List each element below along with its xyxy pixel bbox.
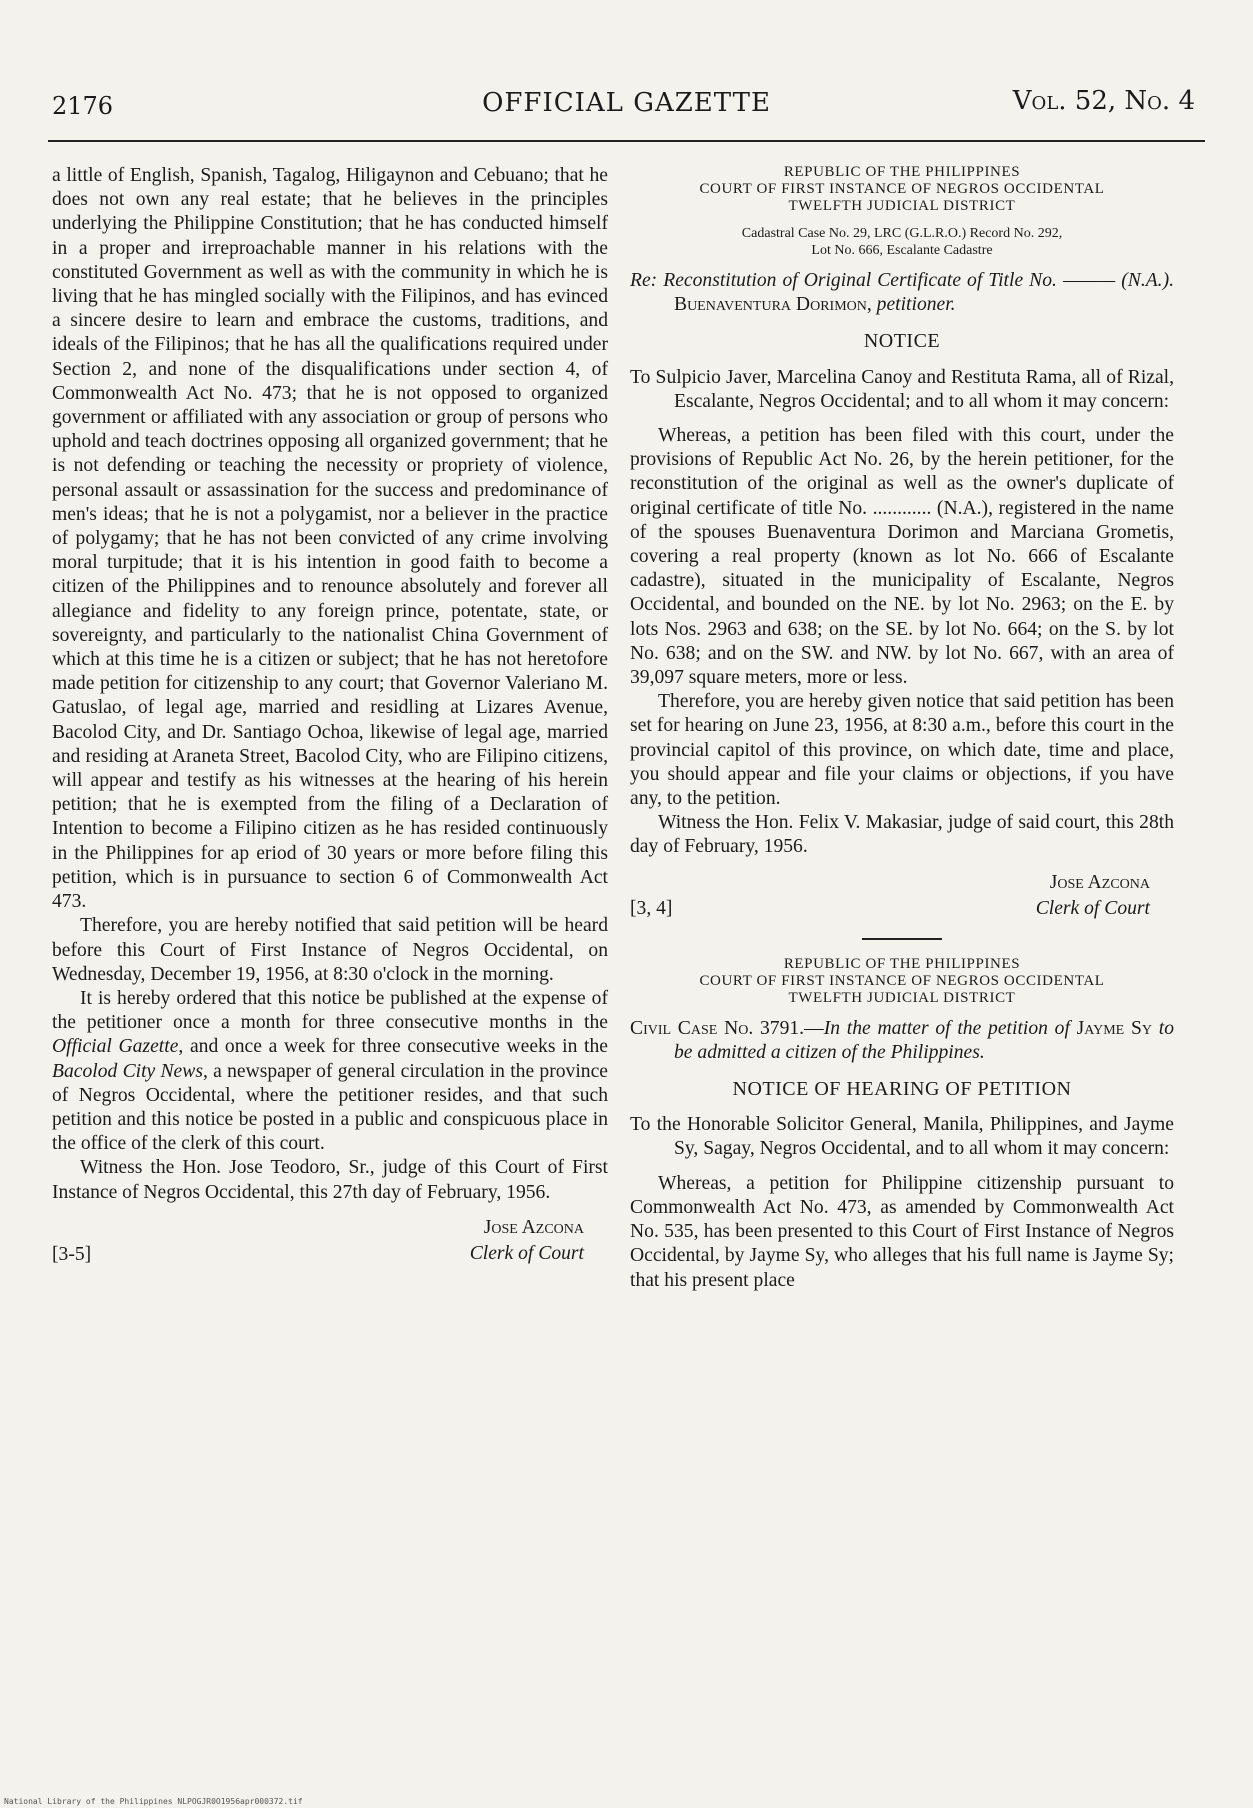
notice-1: [630, 164, 1174, 922]
page-header: [48, 84, 1205, 124]
header-rule: [48, 140, 1205, 142]
notice1-court-line1: REPUBLIC OF THE PHILIPPINES: [783, 164, 1021, 180]
notice2-court-line3: TWELFTH JUDICIAL DISTRICT: [788, 989, 1016, 1006]
notice2-addressees: To the Honorable Solicitor General, Manila, Philippines, and Jayme Sy, Sagay, Negros Occidental, and to all whom it may concern:: [630, 1114, 1174, 1160]
notice-2: [630, 956, 1174, 1293]
notice1-addressees: To Sulpicio Javer, Marcelina Canoy and Restituta Rama, all of Rizal, Escalante, Negros Occidental; and to all whom it may concern:: [630, 366, 1174, 412]
publication-text-b: , and once a week for three consecutive weeks in the: [178, 1036, 608, 1058]
notice1-court-line2: COURT OF FIRST INSTANCE OF NEGROS OCCIDENTAL: [699, 181, 1105, 197]
publication-paragraph: [52, 987, 608, 1156]
notice1-therefore: Therefore, you are hereby given notice that said petition has been set for hearing on June 23, 1956, at 8:30 a.m., before this court in the provincial capitol of this province, on which date, time and place, you should appear and file your claims or objections, if you have any, to the petition.: [630, 691, 1174, 810]
notice1-title: NOTICE: [863, 330, 941, 353]
notice1-re-name: Buenaventura Dorimon,: [674, 294, 872, 316]
left-ref: [3-5]: [52, 1243, 92, 1265]
notice2-court-line1: REPUBLIC OF THE PHILIPPINES: [783, 955, 1021, 972]
left-signer-name: Jose Azcona: [483, 1216, 584, 1238]
notice2-case-text-b: to be admitted a citizen of the Philippines.: [674, 1017, 1174, 1063]
notice1-signer-name: Jose Azcona: [1049, 871, 1150, 893]
notice1-signature-block: [630, 870, 1174, 922]
hearing-paragraph: Therefore, you are hereby notified that said petition will be heard before this Court of First Instance of Negros Occidental, on Wednesday, December 19, 1956, at 8:30 o'clock in the morning.: [52, 915, 608, 985]
notice1-re-text: Reconstitution of Original Certificate of Title No. ——— (N.A.).: [663, 270, 1175, 291]
publication-text-a: It is hereby ordered that this notice be published at the expense of the petitioner once a month for three consecutive months in the: [52, 987, 608, 1034]
right-column: [630, 164, 1174, 1293]
notice1-re-role: petitioner.: [876, 294, 956, 316]
notice1-case-line2: Lot No. 666, Escalante Cadastre: [811, 243, 993, 258]
notice1-signer-role: Clerk of Court: [1035, 897, 1150, 919]
continued-paragraph: a little of English, Spanish, Tagalog, Hiligaynon and Cebuano; that he does not own any real estate; that he believes in the principles underlying the Philippine Constitution; that he has conducted himself in a proper and irreproachable manner in his relations with the constituted Government as well as with the community in which he is living that he has mingled socially with the Filipinos, and has evinced a sincere desire to learn and embrace the customs, traditions, and ideals of the Filipinos; that he has all the qualifications required under Section 2, and none of the disqualifications under section 4, of Commonwealth Act No. 473; that he is not opposed to organized government or affiliated with any association or group of persons who uphold and teach doctrines opposing all organized government; that he is not defending or teaching the necessity or propriety of violence, personal assault or assassination for the success and predominance of men's ideas; that he is not a polygamist, nor a believer in the practice of polygamy; that he has not been convicted of any crime involving moral turpitude; that it is his intention in good faith to become a citizen of the Philippines and to renounce absolutely and forever all allegiance and fidelity to any foreign prince, potentate, state, or sovereignty, and particularly to the nationalist China Government of which at this time he is a citizen or subject; that he has not heretofore made petition for citizenship to any court; that Governor Valeriano M. Gatuslao, of legal age, married and residling at Lizares Avenue, Bacolod City, and Dr. Santiago Ochoa, likewise of legal age, married and residing at Araneta Street, Bacolod City, who are Filipino citizens, will appear and testify as his witnesses at the hearing of his herein petition; that he is exempted from the filing of a Declaration of Intention to become a Filipino citizen as he has resided continuously in the Philippines for ap eriod of 30 years or more before filing this petition, which is in pursuance to section 6 of Commonwealth Act 473.: [52, 165, 608, 913]
notice2-case-label: Civil Case No. 3791.—: [630, 1017, 824, 1039]
notice2-whereas: Whereas, a petition for Philippine citizenship pursuant to Commonwealth Act No. 473, as amended by Commonwealth Act No. 535, has been presented to this Court of First Instance of Negros Occidental, by Jayme Sy, who alleges that his full name is Jayme Sy; that his present place: [630, 1172, 1174, 1291]
notice1-witness: Witness the Hon. Felix V. Makasiar, judge of said court, this 28th day of February, 1956.: [630, 812, 1174, 858]
notice2-court-line2: COURT OF FIRST INSTANCE OF NEGROS OCCIDENTAL: [699, 972, 1105, 989]
left-signer-role: Clerk of Court: [469, 1242, 584, 1264]
publication-text-c: , a newspaper of general circulation in the province of Negros Occidental, where the petitioner resides, and that such petition and this notice be posted in a public and conspicuous place in the office of the clerk of this court.: [52, 1060, 608, 1155]
publication-title: OFFICIAL GAZETTE: [482, 88, 771, 118]
notice2-case-name: Jayme Sy: [1076, 1017, 1152, 1039]
page-number: 2176: [52, 92, 114, 120]
notice1-whereas: Whereas, a petition has been filed with this court, under the provisions of Republic Act No. 26, by the herein petitioner, for the reconstitution of the original as well as the owner's duplicate of original certificate of title No. ............ (N.A.), registered in the name of the spouses Buenaventura Dorimon and Marciana Grometis, covering a real property (known as lot No. 666 of Escalante cadastre), situated in the municipality of Escalante, Negros Occidental, and bounded on the NE. by lot No. 2963; on the E. by lots Nos. 2963 and 638; on the SE. by lot No. 664; on the S. by lot No. 638; and on the SW. and NW. by lot No. 667, with an area of 39,097 square meters, more or less.: [630, 425, 1174, 689]
volume-number: Vol. 52, No. 4: [1012, 86, 1195, 116]
official-gazette-name: Official Gazette: [52, 1036, 179, 1058]
witness-paragraph: Witness the Hon. Jose Teodoro, Sr., judge of this Court of First Instance of Negros Occidental, this 27th day of February, 1956.: [52, 1157, 608, 1203]
notice1-court-line3: TWELFTH JUDICIAL DISTRICT: [788, 198, 1016, 214]
notice1-re-label: Re:: [630, 270, 658, 291]
left-signature-block: [52, 1215, 608, 1267]
notice1-re: [630, 269, 1174, 317]
notice1-case-line1: Cadastral Case No. 29, LRC (G.L.R.O.) Record No. 292,: [741, 226, 1063, 241]
notice2-case: [630, 1017, 1174, 1065]
left-column: [52, 164, 608, 1267]
notice2-title: NOTICE OF HEARING OF PETITION: [732, 1078, 1072, 1101]
notice-divider: [862, 938, 942, 940]
notice2-case-text-a: In the matter of the petition of: [823, 1017, 1077, 1039]
scan-footer: National Library of the Philippines NLPOGJR0O1956apr000372.tif: [4, 1797, 303, 1806]
notice1-ref: [3, 4]: [630, 898, 673, 920]
bacolod-news-name: Bacolod City News: [52, 1060, 203, 1082]
